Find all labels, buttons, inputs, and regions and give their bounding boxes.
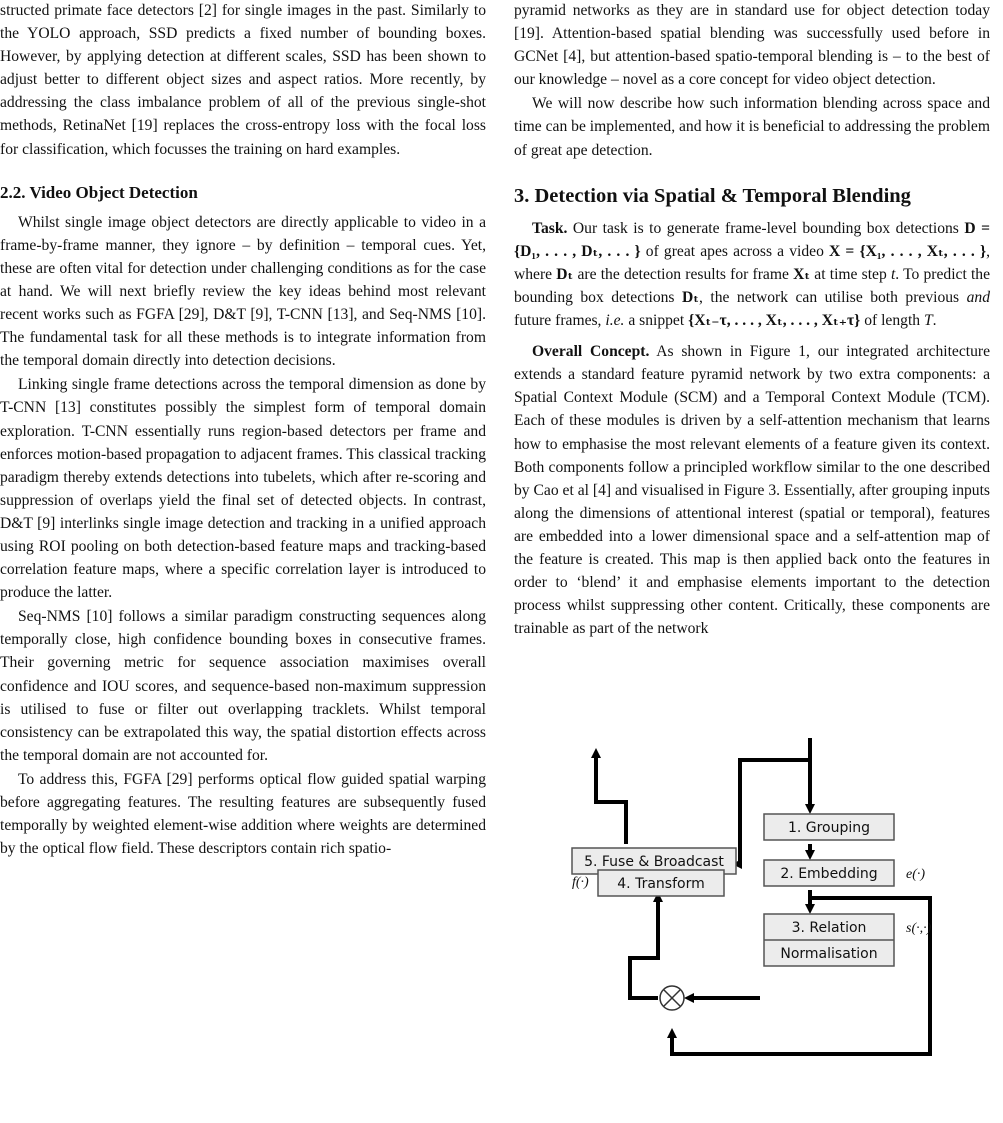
emphasis: and — [966, 288, 990, 306]
box-grouping — [764, 814, 894, 840]
workflow-diagram — [560, 718, 990, 1118]
box-label: 5. Fuse & Broadcast — [584, 854, 724, 870]
box-label: 3. Relation — [791, 920, 867, 936]
math-expression: T — [923, 312, 933, 330]
label-f: f(·) — [572, 875, 589, 890]
run-in-heading: Task. — [532, 219, 568, 237]
text-span: As shown in Figure 1, our integrated architecture extends a standard feature pyramid network by two extra components: a Spatial Context Module (SCM) and a Temporal Context Module (TCM). Each of these modules is driven by a self-attention mechanism that learns how to emphasise the most relevant elements of a feature given its context. Both components follow a principled workflow similar to the one described by Cao et al [4] and visualised in Figure 3. Essentially, after grouping inputs along the dimensions of attentional interest (spatial or temporal), features are embedded into a lower dimensional space and a self-attention map of the feature is created. This map is then applied back onto the features in order to ‘blend’ it and emphasise elements important to the detection process whilst suppressing other content. Critically, these components are trainable as part of the network — [514, 343, 990, 638]
workflow-diagram-svg — [560, 718, 990, 1118]
label-e: e(·) — [906, 867, 926, 882]
text-span: future frames, — [514, 312, 606, 330]
section-heading-2-2: 2.2. Video Object Detection — [0, 182, 198, 202]
math-expression: t — [890, 265, 896, 283]
text-span: , where — [514, 242, 990, 283]
box-label: 2. Embedding — [780, 866, 878, 882]
text-span: a snippet — [624, 312, 689, 330]
emphasis: i.e. — [605, 312, 625, 330]
paragraph-task — [514, 217, 990, 332]
run-in-heading: Overall Concept. — [532, 343, 650, 361]
paragraph: pyramid networks as they are in standard use for object detection today [19]. Attention-based spatial blending was successfully used before in GCNet [4], but attention-based spatio-temporal blending is – to the best of our knowledge – novel as a core concept for video object detection. — [514, 2, 990, 89]
box-label: 4. Transform — [617, 876, 705, 892]
math-expression: D = {D₁, . . . , Dₜ, . . . } — [514, 219, 990, 260]
math-expression: Dₜ — [681, 288, 700, 306]
text-span: Our task is to generate frame-level bounding box detections — [567, 219, 965, 237]
text-span: , the network can utilise both previous — [699, 288, 967, 306]
label-s: s(·,·) — [906, 921, 932, 936]
box-embedding — [764, 860, 894, 886]
output-arrow — [596, 752, 626, 844]
multiply-icon — [660, 986, 684, 1010]
box-label: 1. Grouping — [787, 820, 871, 836]
math-expression: Xₜ — [793, 265, 811, 283]
text-span: at time step — [810, 265, 891, 283]
paragraph: Linking single frame detections across the temporal dimension as done by T-CNN [13] constitutes possibly the simplest form of temporal domain exploration. T-CNN essentially runs region-based detectors per frame and enforces motion-based propagation to adjacent frames. This classical tracking paradigm thereby extends detections into tubelets, which after re-scoring and suppression of overlaps yield the final set of detected objects. In contrast, D&T [9] interlinks single image detection and tracking in a unified approach using ROI pooling on both detection-based feature maps and tracking-based correlation feature maps, where a specific correlation layer is introduced to produce the latter. — [0, 376, 486, 602]
left-column — [0, 0, 486, 860]
input-line — [736, 738, 810, 864]
math-expression: Dₜ — [556, 265, 574, 283]
section-heading-3: 3. Detection via Spatial & Temporal Blending — [514, 184, 911, 207]
box-transform — [598, 870, 724, 896]
paragraph: Whilst single image object detectors are directly applicable to video in a frame-by-frame manner, they ignore – by definition – temporal cues. Yet, these are often vital for detection under challenging conditions as for the case at hand. We will next briefly review the key ideas behind most relevant recent works such as FGFA [29], D&T [9], T-CNN [13], and Seq-NMS [10]. The fundamental task for all these methods is to integrate information from the temporal domain directly into detection decisions. — [0, 213, 486, 370]
box-label: Normalisation — [780, 946, 878, 962]
paragraph: Seq-NMS [10] follows a similar paradigm constructing sequences along temporally close, high confidence bounding boxes in consecutive frames. Their governing metric for sequence association maximises overall confidence and IOU scores, and sequence-based non-maximum suppression is utilised to fuse or filter out overlapping tracklets. Whilst temporal consistency can be extrapolated this way, the spatial distortion effects across the temporal domain are not accounted for. — [0, 608, 486, 764]
right-column — [514, 0, 990, 640]
multiply-to-transform-arrow — [630, 896, 658, 998]
text-span: are the detection results for frame — [573, 265, 794, 283]
paragraph: We will now describe how such information blending across space and time can be implemented, and how it is beneficial to addressing the problem of great ape detection. — [514, 95, 990, 159]
paragraph-concept — [514, 340, 990, 640]
paragraph: structed primate face detectors [2] for single images in the past. Similarly to the YOLO approach, SSD predicts a fixed number of bounding boxes. However, by applying detection at different scales, SSD has been shown to adjust better to different object sizes and aspect ratios. More recently, by addressing the class imbalance problem of all of the previous single-shot methods, RetinaNet [19] replaces the cross-entropy loss with the focal loss for classification, which focusses the training on hard examples. — [0, 2, 486, 158]
text-span: of length — [860, 312, 924, 330]
box-relation-normalisation — [764, 914, 894, 966]
math-expression: {Xₜ₋τ, . . . , Xₜ, . . . , Xₜ₊τ} — [688, 312, 861, 330]
math-expression: X = {X₁, . . . , Xₜ, . . . } — [829, 242, 987, 260]
text-span: of great apes across a video — [640, 242, 830, 260]
text-span: . — [932, 312, 937, 330]
paragraph: To address this, FGFA [29] performs optical flow guided spatial warping before aggregating features. The resulting features are subsequently fused temporally by weighted element-wise addition where weights are determined by the optical flow field. These descriptors contain rich spatio- — [0, 770, 486, 858]
text-span: . To predict the bounding box detections — [514, 265, 991, 306]
